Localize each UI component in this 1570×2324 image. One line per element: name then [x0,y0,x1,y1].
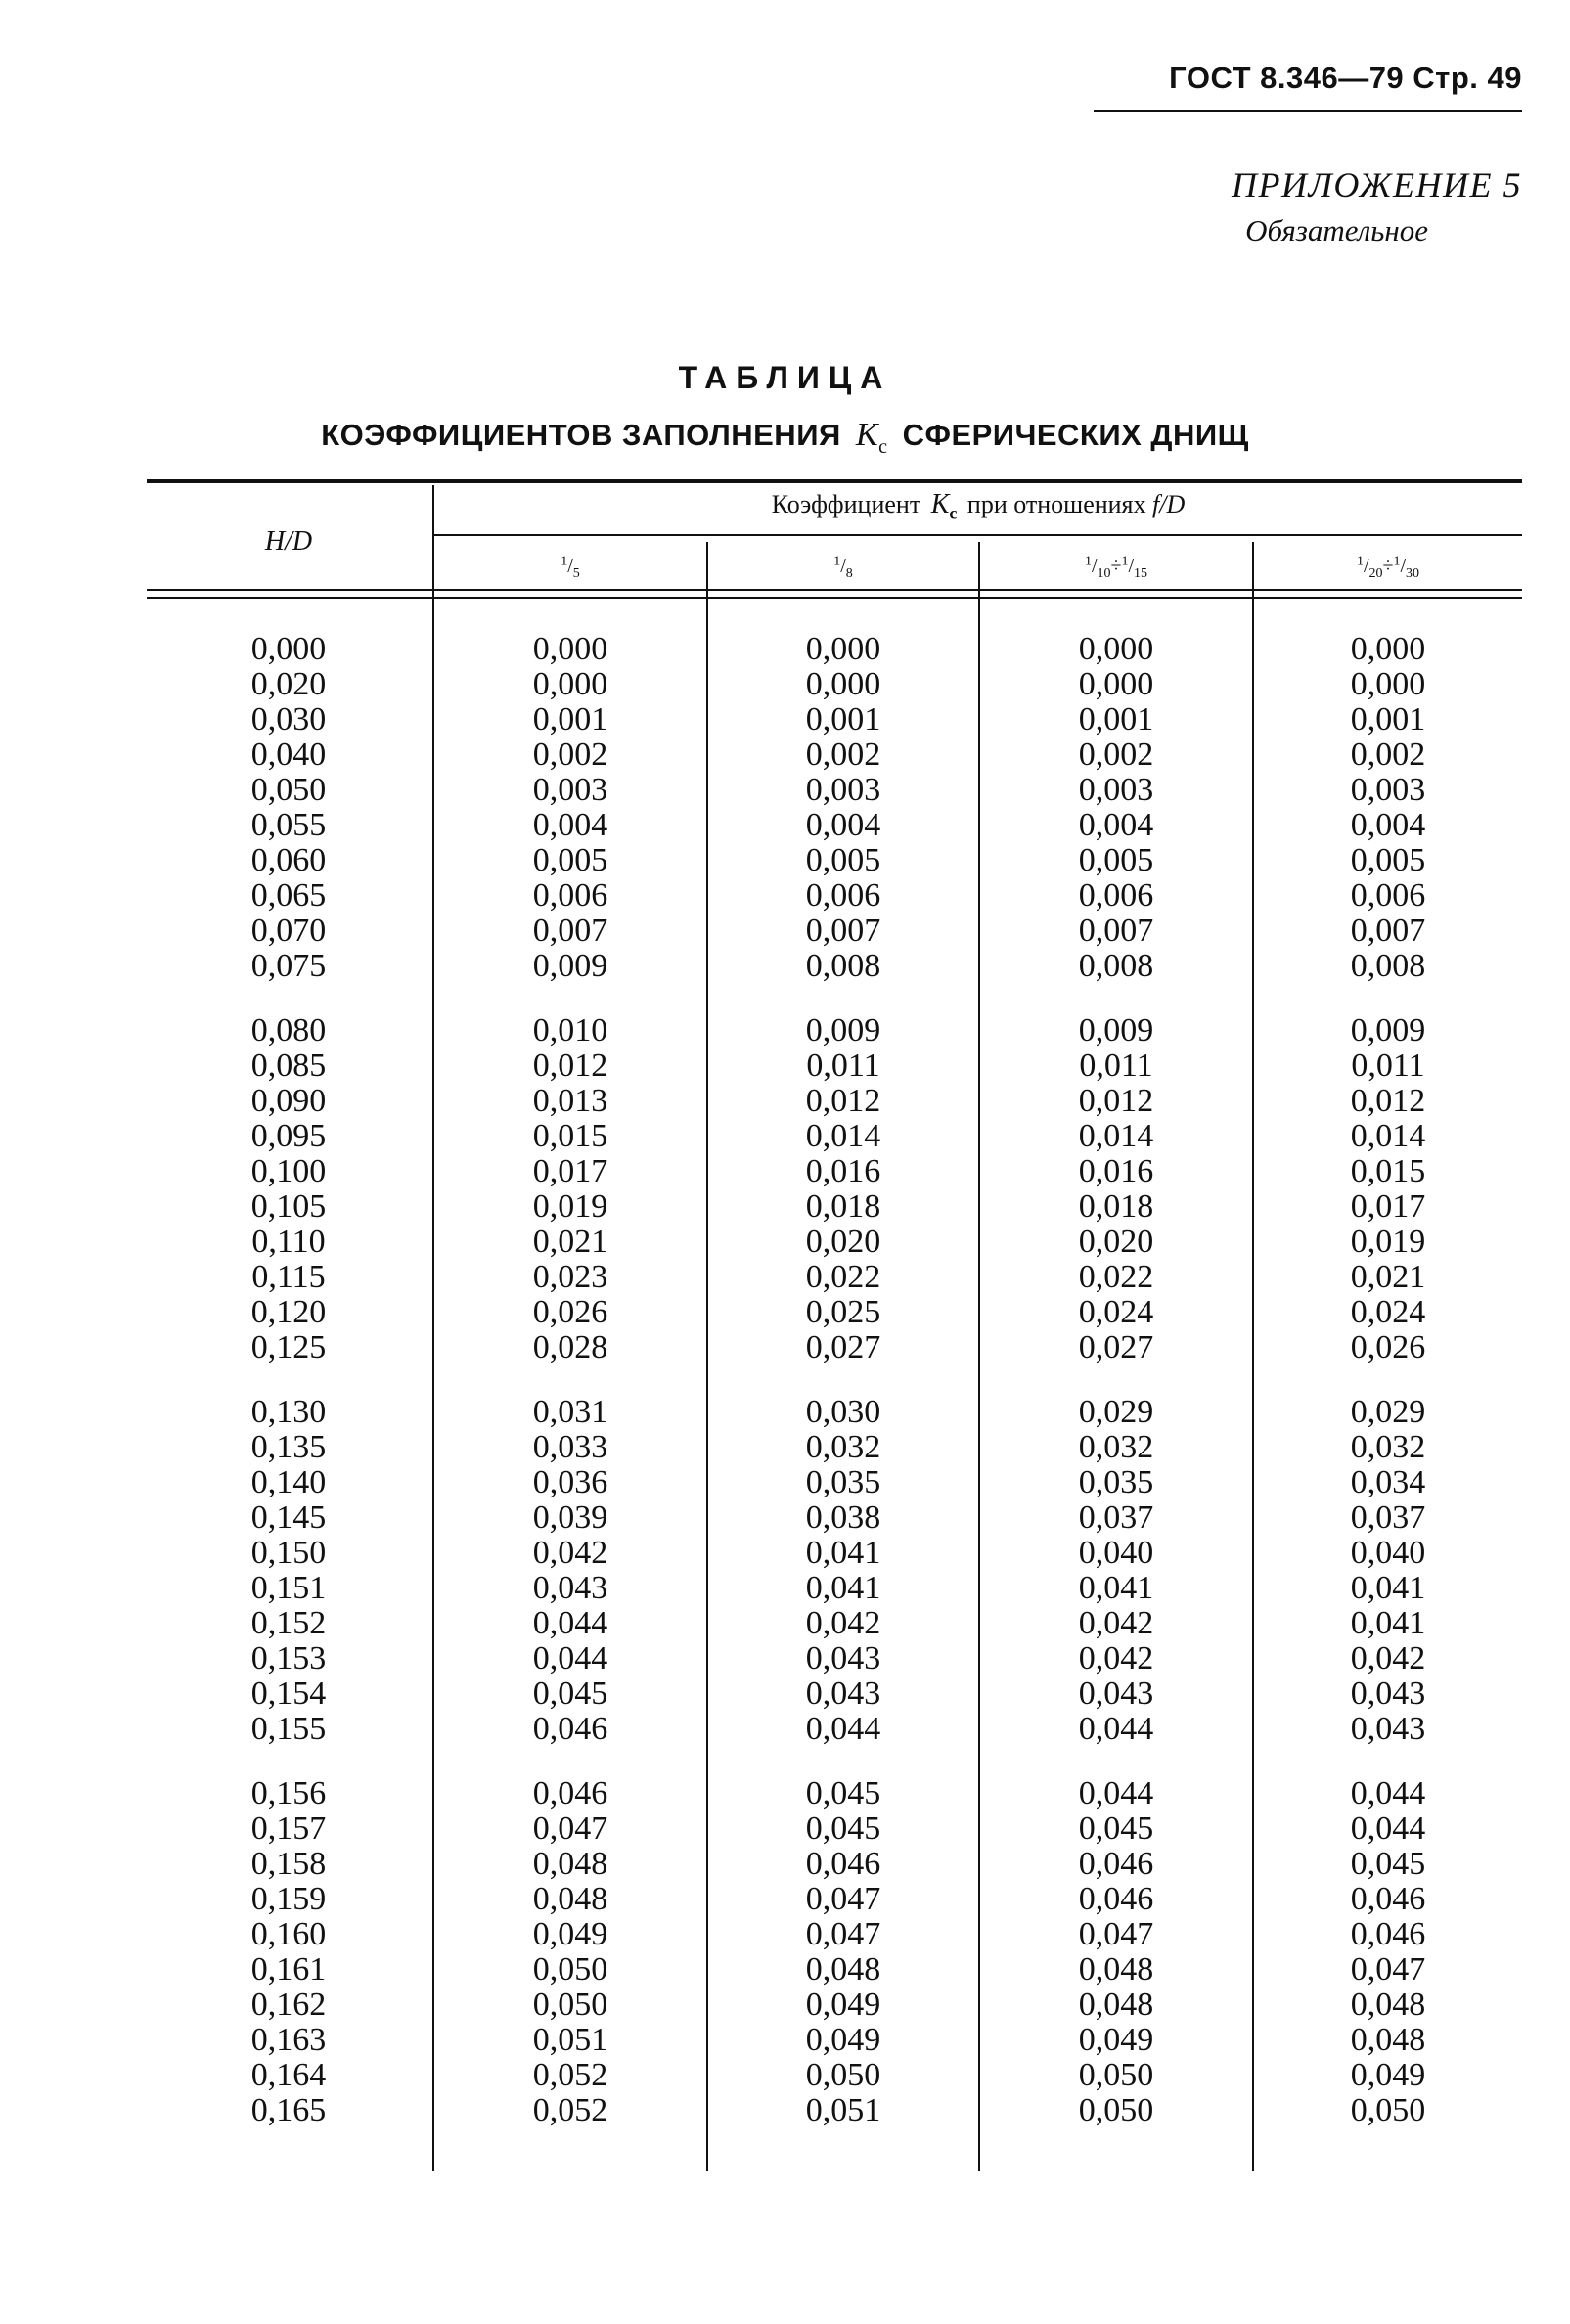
coefficient-cell: 0,045 [532,1676,608,1712]
coefficient-cell: 0,011 [1079,1048,1153,1084]
hd-value-cell: 0,164 [250,2057,327,2093]
coefficient-cell: 0,002 [805,737,881,773]
coefficient-cell: 0,011 [1351,1048,1425,1084]
group-spacer [1254,984,1522,1013]
coefficient-cell: 0,040 [1078,1535,1154,1571]
coefficient-cell: 0,043 [805,1640,881,1676]
group-spacer [980,1365,1252,1395]
hd-value-cell: 0,153 [250,1640,327,1676]
coefficient-cell: 0,003 [532,772,608,808]
coefficient-cell: 0,003 [1350,772,1426,808]
column-hd-values [147,632,430,2128]
hd-value-cell: 0,159 [250,1881,327,1917]
coefficient-cell: 0,001 [532,701,608,737]
hd-value-cell: 0,154 [250,1676,327,1712]
fraction-4b: $^1/_{30}$ [1393,554,1420,581]
coefficient-cell: 0,050 [1350,2092,1426,2128]
coefficient-cell: 0,018 [1078,1188,1154,1225]
coefficient-cell: 0,048 [1078,1951,1154,1988]
coefficient-cell: 0,024 [1350,1294,1426,1330]
coefficient-cell: 0,006 [532,877,608,914]
coefficient-cell: 0,003 [805,772,881,808]
coefficient-cell: 0,034 [1350,1464,1426,1500]
coefficient-cell: 0,000 [1350,666,1426,702]
coefficient-cell: 0,047 [1350,1951,1426,1988]
fraction-3b: $^1/_{15}$ [1121,554,1148,581]
hd-value-cell: 0,110 [251,1224,326,1260]
coefficient-cell: 0,002 [1350,737,1426,773]
coefficient-cell: 0,017 [532,1153,608,1189]
coefficient-cell: 0,028 [532,1329,608,1365]
table-caption [0,417,1570,459]
column-ratio-1-10-1-15 [980,632,1252,2128]
coefficient-cell: 0,019 [532,1188,608,1225]
coefficient-cell: 0,004 [1078,807,1154,843]
coefficient-cell: 0,048 [532,1846,608,1882]
coefficient-cell: 0,043 [805,1676,881,1712]
hd-value-cell: 0,065 [250,877,327,914]
coefficient-cell: 0,050 [1078,2057,1154,2093]
group-spacer [980,1747,1252,1776]
coefficient-cell: 0,027 [1078,1329,1154,1365]
hd-value-cell: 0,157 [250,1810,327,1847]
coefficient-cell: 0,049 [532,1916,608,1952]
coefficient-cell: 0,037 [1350,1499,1426,1536]
coefficient-cell: 0,044 [1078,1775,1154,1811]
group-spacer [434,1747,706,1776]
hd-value-cell: 0,075 [250,948,327,984]
coefficient-cell: 0,017 [1350,1188,1426,1225]
coefficient-cell: 0,015 [532,1118,608,1154]
subheader-col-4: $^1/_{20}\div^1/_{30}$ [1356,554,1420,581]
coefficient-cell: 0,029 [1350,1394,1426,1430]
coefficient-cell: 0,011 [806,1048,880,1084]
coefficient-cell: 0,043 [1350,1711,1426,1747]
coefficient-cell: 0,048 [1350,2022,1426,2058]
coefficient-cell: 0,044 [1078,1711,1154,1747]
hd-value-cell: 0,152 [250,1605,327,1641]
coefficient-cell: 0,014 [1078,1118,1154,1154]
row-header-hd: H/D [264,526,313,557]
coefficient-cell: 0,007 [532,913,608,949]
coefficient-cell: 0,000 [805,631,881,667]
coefficient-cell: 0,014 [1350,1118,1426,1154]
coefficient-cell: 0,046 [1078,1846,1154,1882]
coefficient-cell: 0,006 [1078,877,1154,914]
coefficient-cell: 0,035 [1078,1464,1154,1500]
subheader-col-2 [708,554,978,582]
coefficient-cell: 0,008 [1078,948,1154,984]
header-rule [1094,110,1522,112]
coefficient-cell: 0,031 [532,1394,608,1430]
group-header-rule [434,534,1522,536]
coefficient-cell: 0,041 [1350,1605,1426,1641]
hd-value-cell: 0,130 [250,1394,327,1430]
coefficient-cell: 0,050 [532,1951,608,1988]
coefficient-cell: 0,010 [532,1012,608,1049]
group-spacer [708,984,978,1013]
coefficient-cell: 0,049 [805,1987,881,2023]
group-header-symbol-sub: c [949,503,958,523]
coefficient-cell: 0,042 [1078,1605,1154,1641]
coefficient-cell: 0,000 [805,666,881,702]
coefficient-cell: 0,044 [805,1711,881,1747]
coefficient-cell: 0,033 [532,1429,608,1465]
coefficient-cell: 0,007 [1350,913,1426,949]
coefficient-cell: 0,041 [1350,1570,1426,1606]
coefficient-cell: 0,044 [532,1605,608,1641]
fraction-2: $^1/_8$ [833,554,853,581]
column-ratio-1-5 [434,632,706,2128]
coefficient-cell: 0,022 [1078,1259,1154,1295]
coefficient-cell: 0,030 [805,1394,881,1430]
coefficient-cell: 0,006 [1350,877,1426,914]
coefficient-cell: 0,014 [805,1118,881,1154]
caption-symbol-letter: K [855,417,879,453]
coefficient-cell: 0,042 [1350,1640,1426,1676]
hd-value-cell: 0,161 [250,1951,327,1988]
coefficient-cell: 0,026 [1350,1329,1426,1365]
appendix-subtitle: Обязательное [1245,213,1428,247]
coefficient-cell: 0,037 [1078,1499,1154,1536]
coefficient-cell: 0,044 [532,1640,608,1676]
coefficient-cell: 0,038 [805,1499,881,1536]
hd-value-cell: 0,040 [250,737,327,773]
coefficient-cell: 0,002 [532,737,608,773]
group-header-after: при отношениях [966,490,1146,518]
hd-value-cell: 0,155 [250,1711,327,1747]
coefficient-cell: 0,036 [532,1464,608,1500]
group-spacer [147,984,430,1013]
group-spacer [147,1747,430,1776]
coefficient-cell: 0,004 [805,807,881,843]
coefficient-cell: 0,012 [1350,1083,1426,1119]
coefficient-cell: 0,001 [1350,701,1426,737]
coefficient-cell: 0,042 [532,1535,608,1571]
coefficient-cell: 0,039 [532,1499,608,1536]
coefficient-cell: 0,047 [1078,1916,1154,1952]
coefficient-cell: 0,013 [532,1083,608,1119]
coefficient-cell: 0,048 [1350,1987,1426,2023]
coefficient-cell: 0,032 [1350,1429,1426,1465]
coefficient-cell: 0,008 [805,948,881,984]
coefficient-cell: 0,000 [532,666,608,702]
coefficient-cell: 0,050 [1078,2092,1154,2128]
coefficient-cell: 0,021 [532,1224,608,1260]
coefficient-cell: 0,009 [805,1012,881,1049]
coefficient-cell: 0,049 [1078,2022,1154,2058]
coefficient-cell: 0,005 [532,842,608,878]
coefficient-cell: 0,000 [1078,631,1154,667]
coefficient-cell: 0,042 [805,1605,881,1641]
group-spacer [1254,1747,1522,1776]
table-top-rule [147,479,1522,483]
caption-symbol [855,417,888,458]
coefficient-cell: 0,046 [1078,1881,1154,1917]
hd-value-cell: 0,105 [250,1188,327,1225]
coefficient-cell: 0,045 [805,1775,881,1811]
coefficient-cell: 0,012 [1078,1083,1154,1119]
group-spacer [980,984,1252,1013]
coefficient-cell: 0,006 [805,877,881,914]
coefficient-cell: 0,007 [1078,913,1154,949]
coefficient-cell: 0,005 [805,842,881,878]
coefficient-cell: 0,024 [1078,1294,1154,1330]
hd-value-cell: 0,090 [250,1083,327,1119]
coefficient-cell: 0,032 [1078,1429,1154,1465]
hd-value-cell: 0,151 [250,1570,327,1606]
caption-symbol-sub: с [878,435,888,458]
coefficient-cell: 0,025 [805,1294,881,1330]
coefficient-cell: 0,042 [1078,1640,1154,1676]
column-ratio-1-20-1-30 [1254,632,1522,2128]
coefficient-cell: 0,052 [532,2092,608,2128]
group-spacer [434,1365,706,1395]
hd-value-cell: 0,163 [250,2022,327,2058]
hd-value-cell: 0,120 [250,1294,327,1330]
group-spacer [708,1365,978,1395]
coefficient-cell: 0,044 [1350,1775,1426,1811]
coefficient-cell: 0,051 [805,2092,881,2128]
coefficient-cell: 0,000 [1078,666,1154,702]
coefficient-cell: 0,009 [1078,1012,1154,1049]
coefficient-cell: 0,047 [805,1881,881,1917]
coefficient-cell: 0,015 [1350,1153,1426,1189]
coefficient-cell: 0,047 [532,1810,608,1847]
hd-value-cell: 0,145 [250,1499,327,1536]
hd-value-cell: 0,080 [250,1012,327,1049]
hd-value-cell: 0,140 [250,1464,327,1500]
hd-value-cell: 0,050 [250,772,327,808]
hd-value-cell: 0,020 [250,666,327,702]
coefficient-cell: 0,016 [805,1153,881,1189]
coefficient-cell: 0,048 [805,1951,881,1988]
coefficient-cell: 0,004 [532,807,608,843]
coefficient-cell: 0,043 [1350,1676,1426,1712]
group-spacer [147,1365,430,1395]
group-header-symbol-letter: K [930,489,950,519]
fraction-3: $^1/_{10}$ [1084,554,1111,581]
coefficient-cell: 0,003 [1078,772,1154,808]
hd-value-cell: 0,158 [250,1846,327,1882]
table-caption-before: КОЭФФИЦИЕНТОВ ЗАПОЛНЕНИЯ [321,418,841,452]
coefficient-cell: 0,040 [1350,1535,1426,1571]
fraction-1: $^1/_5$ [561,554,580,581]
subheader-col-3: $^1/_{10}\div^1/_{15}$ [1084,554,1148,581]
hd-value-cell: 0,100 [250,1153,327,1189]
coefficient-cell: 0,007 [805,913,881,949]
coefficient-cell: 0,046 [1350,1881,1426,1917]
coefficient-cell: 0,041 [805,1570,881,1606]
group-spacer [434,984,706,1013]
coefficient-cell: 0,000 [1350,631,1426,667]
hd-value-cell: 0,160 [250,1916,327,1952]
hd-value-cell: 0,060 [250,842,327,878]
coefficient-cell: 0,048 [532,1881,608,1917]
subheader-col-1 [434,554,706,582]
header-bottom-rule-2 [147,597,1522,599]
coefficient-cell: 0,001 [805,701,881,737]
hd-value-cell: 0,085 [250,1048,327,1084]
hd-value-cell: 0,156 [250,1775,327,1811]
coefficient-cell: 0,035 [805,1464,881,1500]
coefficient-cell: 0,005 [1078,842,1154,878]
coefficient-cell: 0,043 [532,1570,608,1606]
coefficient-cell: 0,045 [805,1810,881,1847]
table-title: ТАБЛИЦА [678,360,892,395]
group-header-ratio: f/D [1152,490,1186,518]
coefficient-cell: 0,044 [1350,1810,1426,1847]
appendix-title: ПРИЛОЖЕНИЕ 5 [1232,165,1522,204]
group-spacer [1254,1365,1522,1395]
coefficient-cell: 0,051 [532,2022,608,2058]
hd-value-cell: 0,000 [250,631,327,667]
coefficient-cell: 0,050 [532,1987,608,2023]
coefficient-cell: 0,016 [1078,1153,1154,1189]
coefficient-cell: 0,012 [805,1083,881,1119]
hd-value-cell: 0,055 [250,807,327,843]
coefficient-cell: 0,008 [1350,948,1426,984]
group-header [434,489,1522,524]
hd-value-cell: 0,125 [250,1329,327,1365]
group-spacer [708,1747,978,1776]
coefficient-cell: 0,009 [532,948,608,984]
coefficient-cell: 0,046 [532,1711,608,1747]
coefficient-cell: 0,046 [532,1775,608,1811]
coefficient-cell: 0,005 [1350,842,1426,878]
coefficient-cell: 0,052 [532,2057,608,2093]
coefficient-cell: 0,018 [805,1188,881,1225]
coefficient-cell: 0,004 [1350,807,1426,843]
coefficient-cell: 0,046 [805,1846,881,1882]
hd-value-cell: 0,165 [250,2092,327,2128]
coefficient-cell: 0,026 [532,1294,608,1330]
coefficient-cell: 0,023 [532,1259,608,1295]
coefficient-cell: 0,002 [1078,737,1154,773]
coefficient-cell: 0,046 [1350,1916,1426,1952]
coefficient-cell: 0,041 [1078,1570,1154,1606]
hd-value-cell: 0,135 [250,1429,327,1465]
hd-value-cell: 0,115 [251,1259,326,1295]
table-caption-after: СФЕРИЧЕСКИХ ДНИЩ [902,418,1249,452]
coefficient-cell: 0,043 [1078,1676,1154,1712]
coefficient-cell: 0,019 [1350,1224,1426,1260]
group-header-before: Коэффициент [771,490,921,518]
coefficient-cell: 0,048 [1078,1987,1154,2023]
coefficient-cell: 0,012 [532,1048,608,1084]
header-bottom-rule-1 [147,589,1522,591]
coefficient-cell: 0,027 [805,1329,881,1365]
coefficient-cell: 0,049 [1350,2057,1426,2093]
coefficient-cell: 0,020 [1078,1224,1154,1260]
page-header: ГОСТ 8.346—79 Стр. 49 [1169,61,1522,95]
coefficient-cell: 0,001 [1078,701,1154,737]
coefficient-cell: 0,045 [1350,1846,1426,1882]
coefficient-cell: 0,022 [805,1259,881,1295]
hd-value-cell: 0,030 [250,701,327,737]
coefficient-cell: 0,020 [805,1224,881,1260]
hd-value-cell: 0,095 [250,1118,327,1154]
coefficient-cell: 0,050 [805,2057,881,2093]
coefficient-cell: 0,009 [1350,1012,1426,1049]
coefficient-cell: 0,000 [532,631,608,667]
coefficient-cell: 0,032 [805,1429,881,1465]
group-header-symbol [930,489,958,523]
coefficient-cell: 0,029 [1078,1394,1154,1430]
hd-value-cell: 0,150 [250,1535,327,1571]
coefficient-cell: 0,049 [805,2022,881,2058]
column-ratio-1-8 [708,632,978,2128]
hd-value-cell: 0,162 [250,1987,327,2023]
coefficient-cell: 0,045 [1078,1810,1154,1847]
hd-value-cell: 0,070 [250,913,327,949]
fraction-4: $^1/_{20}$ [1356,554,1383,581]
coefficient-cell: 0,021 [1350,1259,1426,1295]
coefficient-cell: 0,047 [805,1916,881,1952]
coefficient-cell: 0,041 [805,1535,881,1571]
